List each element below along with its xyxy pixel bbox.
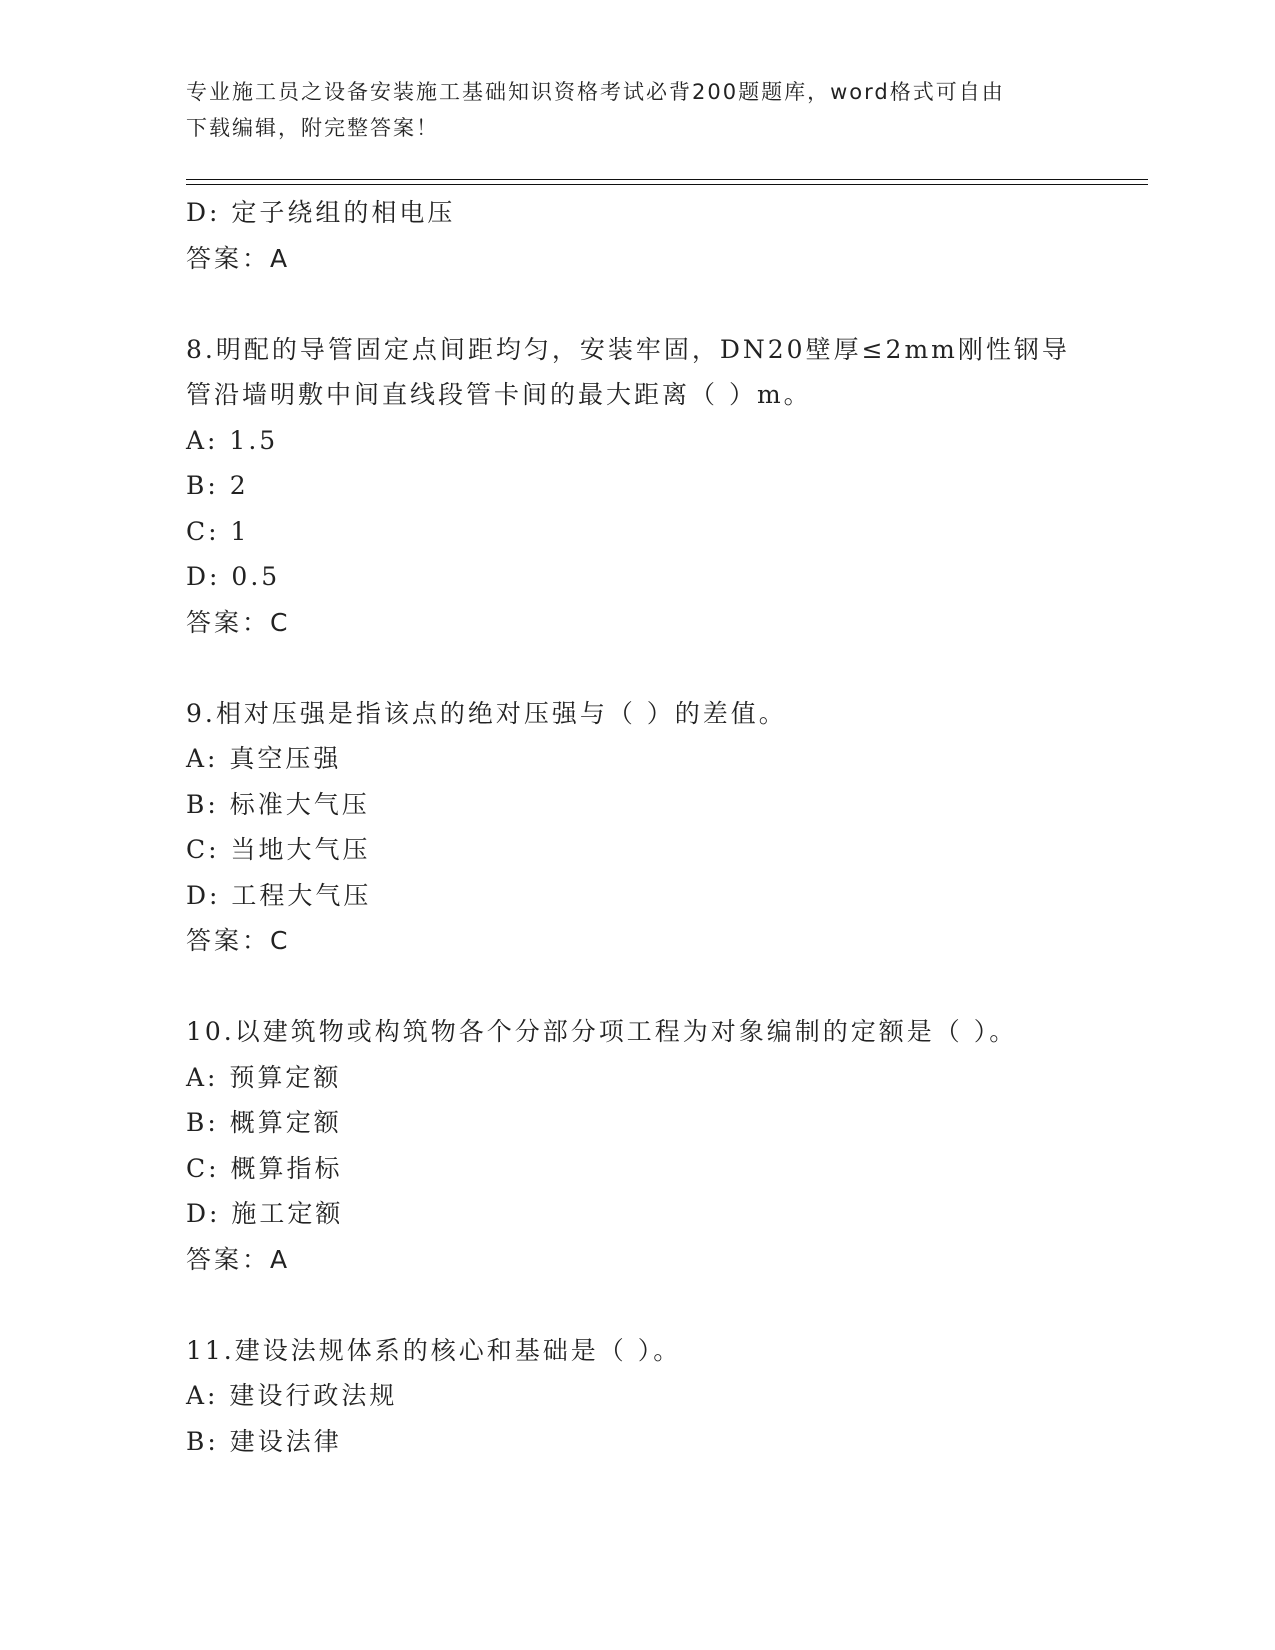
header-rule-bottom	[186, 184, 1148, 185]
option-d: D: 定子绕组的相电压	[186, 198, 456, 227]
question-stem-continued: 管沿墙明敷中间直线段管卡间的最大距离（ ）m。	[186, 380, 812, 409]
spacer	[186, 964, 1146, 1010]
option-b: B: 标准大气压	[186, 789, 370, 819]
question-stem: 10.以建筑物或构筑物各个分部分项工程为对象编制的定额是（ ）。	[186, 1017, 1018, 1046]
question-11	[186, 1328, 1146, 1465]
question-stem: 9.相对压强是指该点的绝对压强与（ ）的差值。	[186, 698, 787, 728]
option-d: D: 工程大气压	[186, 880, 372, 910]
option-b: B: 建设法律	[186, 1426, 342, 1456]
header-rule-top	[186, 179, 1148, 180]
header-title-line-2: 下载编辑，附完整答案！	[186, 116, 439, 140]
question-8	[186, 327, 1146, 646]
spacer	[186, 281, 1146, 327]
question-stem: 8.明配的导管固定点间距均匀，安装牢固，DN20壁厚≤2mm刚性钢导	[186, 334, 1070, 364]
answer-line: 答案：A	[186, 1244, 291, 1274]
answer-line: 答案：C	[186, 926, 291, 955]
question-10	[186, 1009, 1146, 1282]
option-a: A: 预算定额	[186, 1062, 342, 1092]
answer-line: 答案：C	[186, 607, 291, 637]
option-a: A: 1.5	[186, 425, 279, 455]
option-a: A: 真空压强	[186, 744, 342, 773]
option-c: C: 当地大气压	[186, 835, 371, 864]
question-9	[186, 691, 1146, 964]
option-d: D: 0.5	[186, 562, 281, 591]
answer-line: 答案：A	[186, 243, 291, 273]
spacer	[186, 645, 1146, 691]
option-c: C: 概算指标	[186, 1153, 343, 1183]
option-b: B: 概算定额	[186, 1108, 342, 1137]
document-header	[186, 74, 1066, 146]
option-c: C: 1	[186, 516, 250, 546]
question-list	[186, 190, 1146, 1464]
spacer	[186, 1282, 1146, 1328]
option-d: D: 施工定额	[186, 1199, 344, 1228]
option-b: B: 2	[186, 471, 249, 500]
header-title-line-1: 专业施工员之设备安装施工基础知识资格考试必背200题题库，word格式可自由	[186, 80, 1005, 104]
question-stem: 11.建设法规体系的核心和基础是（ ）。	[186, 1335, 682, 1365]
option-a: A: 建设行政法规	[186, 1381, 398, 1410]
question-7-partial	[186, 190, 1146, 281]
